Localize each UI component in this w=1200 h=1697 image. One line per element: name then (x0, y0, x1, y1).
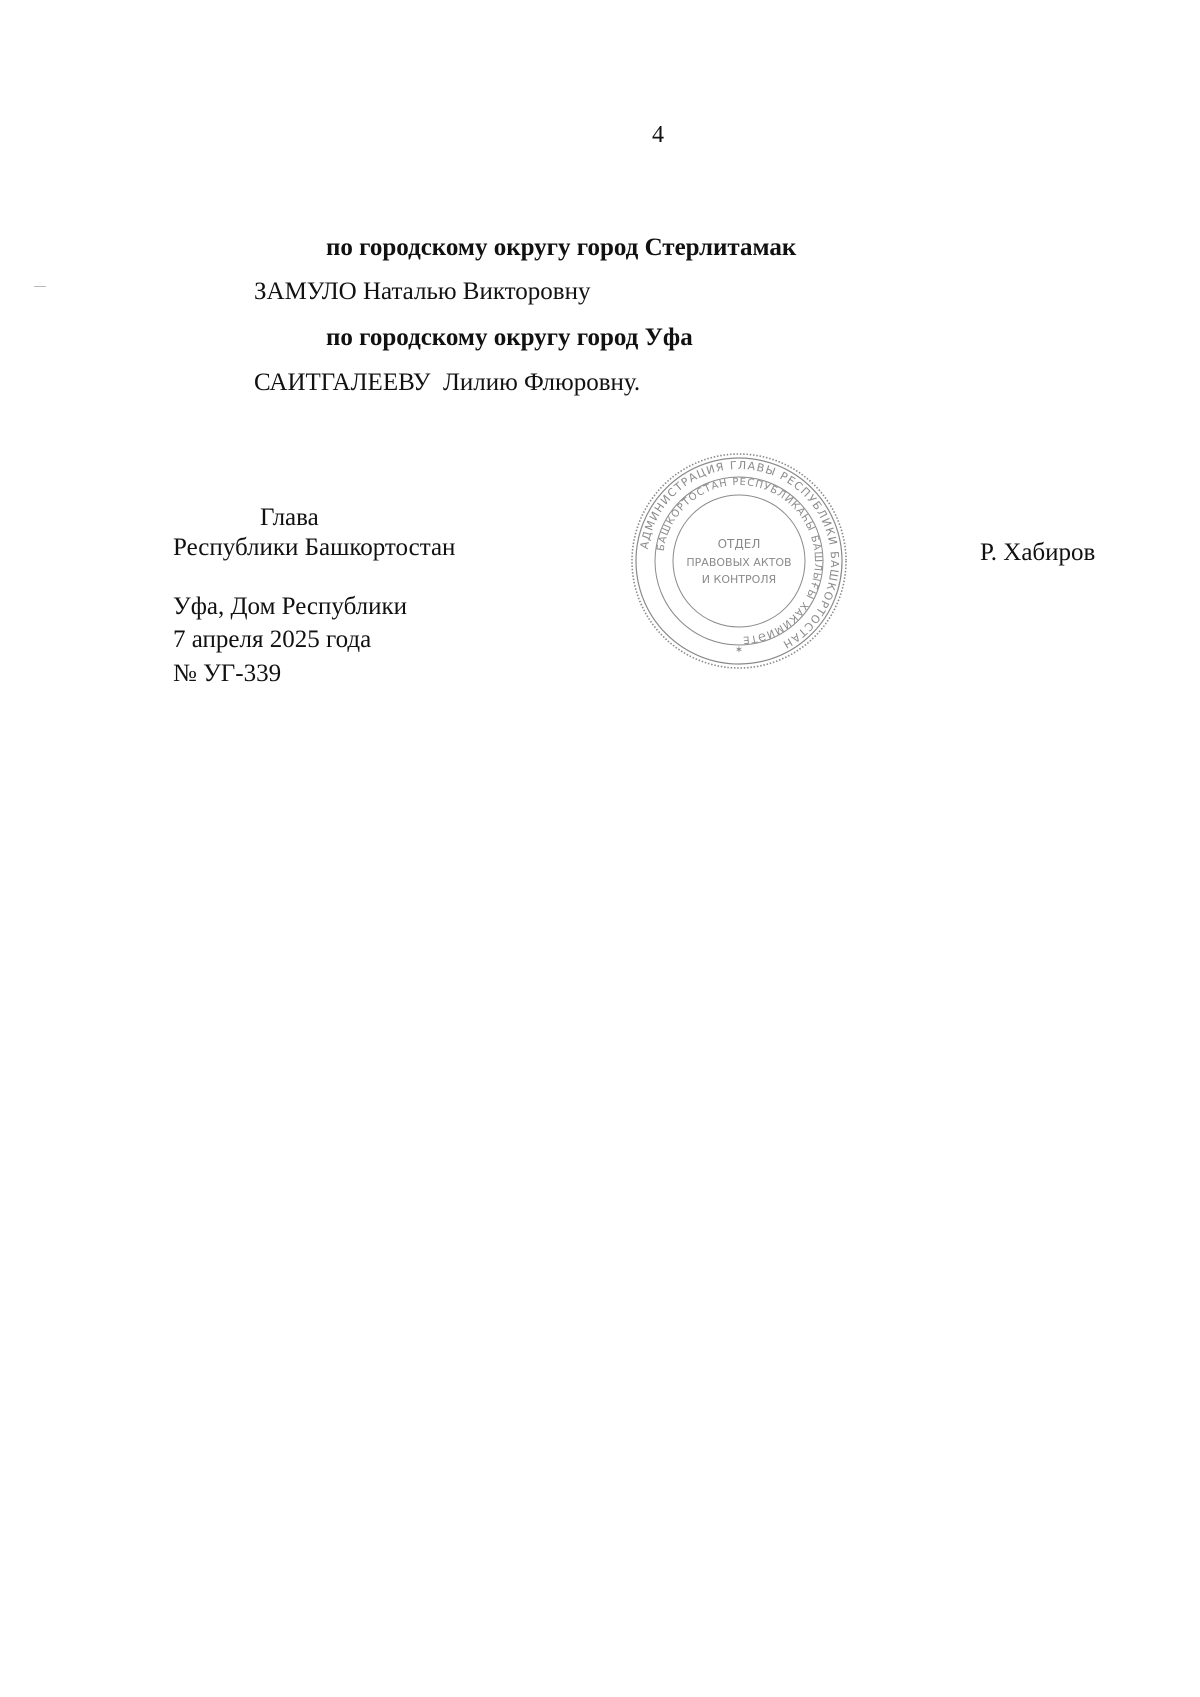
page-number: 4 (652, 122, 664, 148)
seal-graphic (628, 450, 850, 672)
seal-inner-text: БАШКОРТОСТАН РЕСПУБЛИКАҺЫ БАШЛЫҒЫ ХАКИМИӘТЕ (655, 476, 824, 646)
signatory-name: Р. Хабиров (980, 539, 1096, 566)
district-heading-ufa: по городскому округу город Уфа (326, 324, 693, 351)
seal-outer-text: АДМИНИСТРАЦИЯ ГЛАВЫ РЕСПУБЛИКИ БАШКОРТОСТАН (637, 458, 842, 652)
seal-center-line3: И КОНТРОЛЯ (701, 573, 777, 586)
signing-date: 7 апреля 2025 года (173, 626, 372, 653)
appointee-ufa: САИТГАЛЕЕВУ Лилию Флюровну. (254, 369, 641, 396)
appointee-sterlitamak: ЗАМУЛО Наталью Викторовну (254, 278, 591, 305)
district-heading-sterlitamak: по городскому округу город Стерлитамак (326, 234, 797, 261)
signing-place: Уфа, Дом Республики (173, 593, 408, 620)
signatory-title-line2: Республики Башкортостан (173, 534, 456, 561)
margin-mark (34, 286, 46, 287)
seal-center-line1: ОТДЕЛ (717, 537, 761, 551)
signatory-title-line1: Глава (260, 504, 319, 531)
document-number: № УГ-339 (173, 660, 282, 687)
seal-star-icon: ✶ (734, 645, 744, 656)
seal-center-line2: ПРАВОВЫХ АКТОВ (686, 556, 792, 569)
official-seal (628, 450, 850, 672)
